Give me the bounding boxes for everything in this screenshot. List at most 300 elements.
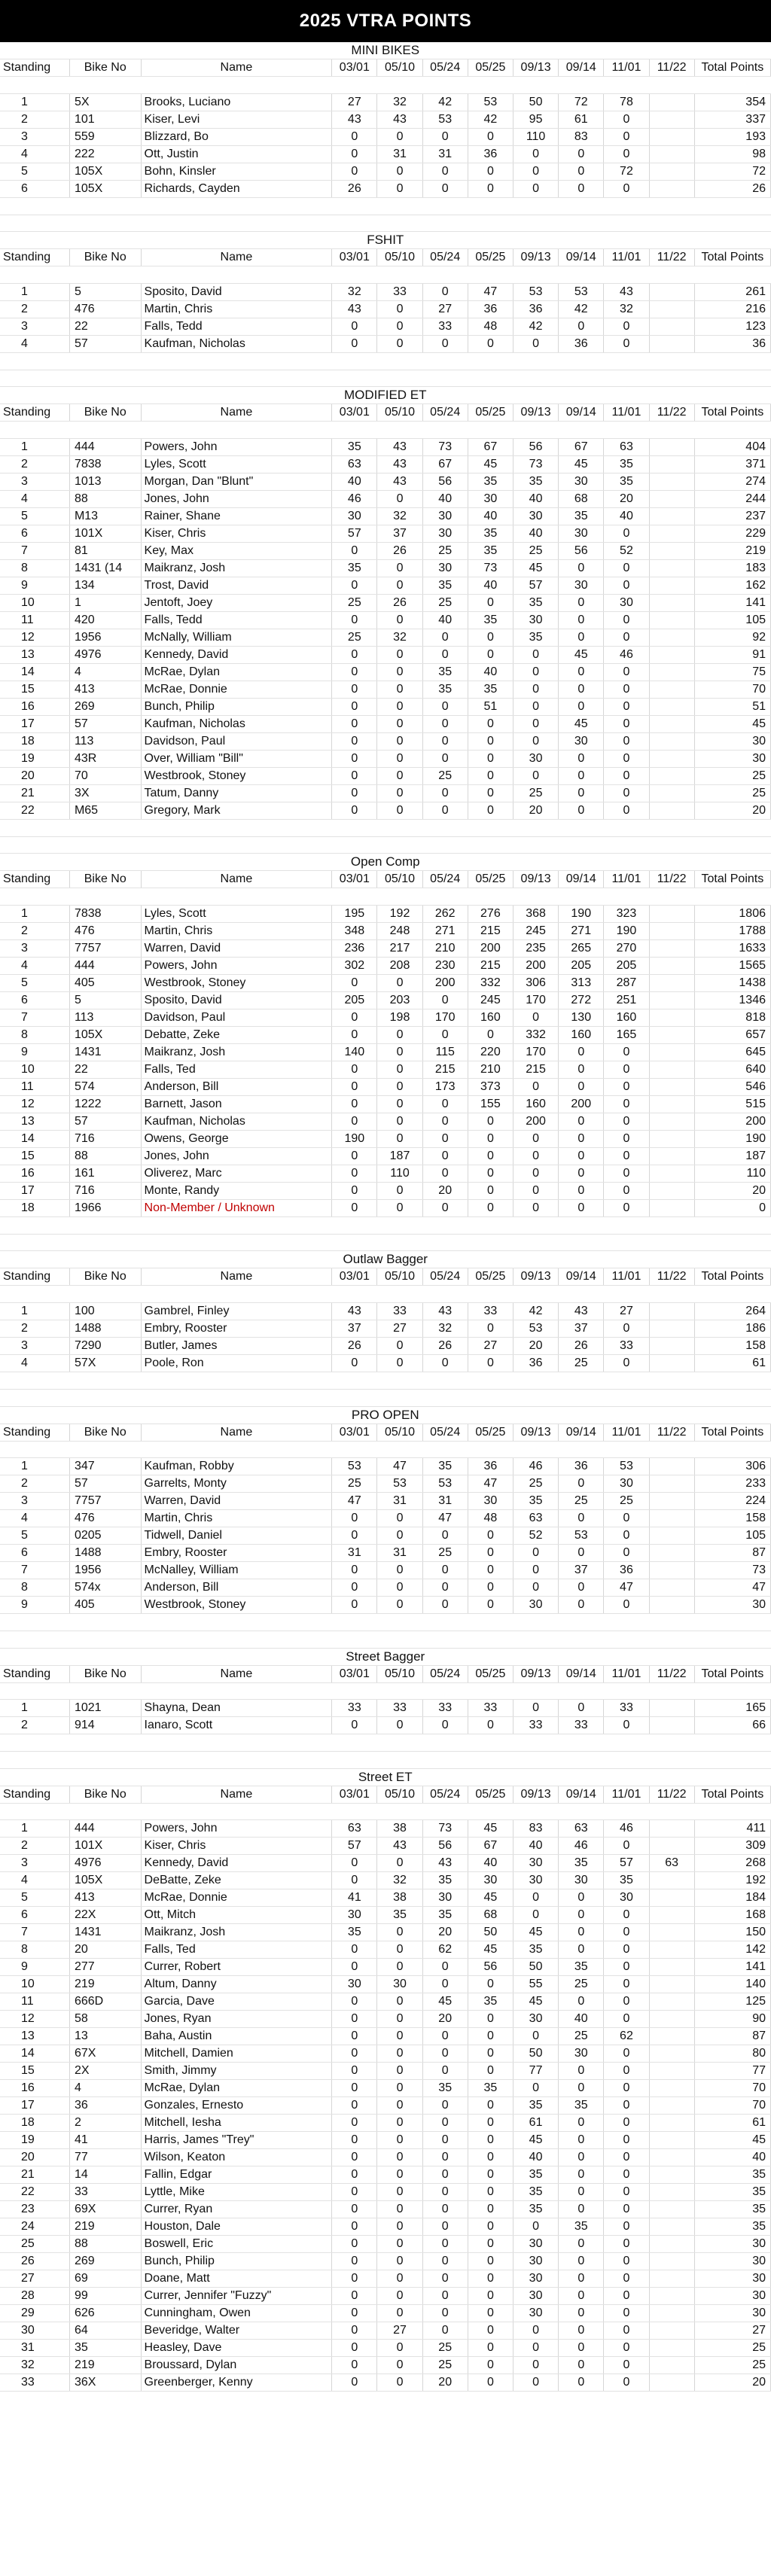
d0524-cell: 30 [422, 525, 468, 543]
name-cell: McNalley, William [141, 1562, 332, 1579]
d0524-cell: 0 [422, 716, 468, 733]
blank-cell [0, 1682, 69, 1700]
standings-row [0, 1096, 771, 1113]
name-cell: Mitchell, Iesha [141, 2115, 332, 2132]
d1122-cell [649, 1113, 694, 1131]
name-cell: Davidson, Paul [141, 1009, 332, 1027]
d1101-cell: 0 [604, 2322, 649, 2340]
standing-cell: 18 [0, 2115, 69, 2132]
standings-row [0, 2149, 771, 2166]
bike-no-cell: 33 [69, 2184, 141, 2201]
d0913-cell: 30 [513, 751, 558, 768]
standings-row [0, 1009, 771, 1027]
d0913-cell: 0 [513, 664, 558, 681]
blank-cell [468, 215, 513, 232]
bike-no-cell: 1431 [69, 1924, 141, 1941]
blank-cell [141, 1389, 332, 1406]
standing-cell: 3 [0, 940, 69, 958]
d0510-cell: 26 [377, 543, 422, 560]
blank-cell [694, 1734, 770, 1752]
d1122-cell [649, 733, 694, 751]
d0301-cell: 195 [332, 906, 377, 923]
d1122-cell [649, 2270, 694, 2288]
d0510-cell: 32 [377, 508, 422, 525]
d1122-cell [649, 923, 694, 940]
d0913-cell: 30 [513, 1872, 558, 1889]
d0525-cell: 0 [468, 2288, 513, 2305]
name-cell: Embry, Rooster [141, 1320, 332, 1338]
d1101-cell: 0 [604, 1183, 649, 1200]
blank-cell [422, 1217, 468, 1235]
d0525-cell: 42 [468, 111, 513, 128]
blank-cell [377, 888, 422, 906]
blank-cell [0, 370, 69, 387]
standing-cell: 3 [0, 473, 69, 491]
bike-no-cell: 58 [69, 2011, 141, 2028]
total-points-cell: 546 [694, 1079, 770, 1096]
d0525-cell: 0 [468, 1717, 513, 1734]
d0913-cell: 45 [513, 2132, 558, 2149]
d0914-cell: 0 [559, 1131, 604, 1148]
standings-row [0, 2270, 771, 2288]
d0914-cell: 42 [559, 300, 604, 318]
d0524-cell: 20 [422, 1924, 468, 1941]
total-points-cell: 219 [694, 543, 770, 560]
name-cell: Garrelts, Monty [141, 1475, 332, 1493]
d0524-cell: 0 [422, 2115, 468, 2132]
blank-cell [694, 1614, 770, 1631]
blank-cell [0, 820, 69, 837]
d0525-cell: 0 [468, 1027, 513, 1044]
standing-cell: 23 [0, 2201, 69, 2218]
name-cell: Falls, Ted [141, 1061, 332, 1079]
blank-cell [649, 1441, 694, 1458]
bike-no-cell: 626 [69, 2305, 141, 2322]
d1101-cell: 0 [604, 1597, 649, 1614]
d1101-cell: 47 [604, 1579, 649, 1597]
d0913-cell: 30 [513, 2288, 558, 2305]
d0525-cell: 36 [468, 145, 513, 163]
blank-cell [694, 1234, 770, 1251]
d0914-cell: 67 [559, 439, 604, 456]
blank-cell [513, 820, 558, 837]
header-d0913: 09/13 [513, 871, 558, 888]
d1122-cell [649, 958, 694, 975]
d0914-cell: 0 [559, 2322, 604, 2340]
d1101-cell: 0 [604, 318, 649, 335]
blank-cell [604, 1286, 649, 1303]
blank-cell [69, 197, 141, 215]
header-d1122: 11/22 [649, 1268, 694, 1286]
d0525-cell: 48 [468, 318, 513, 335]
blank-cell [141, 820, 332, 837]
d0510-cell: 0 [377, 2184, 422, 2201]
d0525-cell: 0 [468, 2218, 513, 2236]
d0525-cell: 0 [468, 2132, 513, 2149]
bike-no-cell: 347 [69, 1458, 141, 1475]
standings-row [0, 1355, 771, 1372]
standing-cell: 2 [0, 1475, 69, 1493]
column-header-row [0, 1268, 771, 1286]
d0510-cell: 0 [377, 163, 422, 180]
name-cell: Kennedy, David [141, 647, 332, 664]
class-title: Outlaw Bagger [0, 1251, 771, 1268]
blank-cell [468, 820, 513, 837]
d0913-cell: 170 [513, 1044, 558, 1061]
name-cell: Barnett, Jason [141, 1096, 332, 1113]
d1101-cell: 0 [604, 2184, 649, 2201]
header-d1101: 11/01 [604, 1268, 649, 1286]
d0525-cell: 0 [468, 733, 513, 751]
blank-cell [0, 888, 69, 906]
d0525-cell: 215 [468, 923, 513, 940]
d0914-cell: 200 [559, 1096, 604, 1113]
d1101-cell: 0 [604, 1200, 649, 1217]
d0510-cell: 0 [377, 1717, 422, 1734]
d0913-cell: 83 [513, 1820, 558, 1838]
d0301-cell: 0 [332, 1717, 377, 1734]
d0525-cell: 0 [468, 1131, 513, 1148]
header-d1101: 11/01 [604, 1786, 649, 1803]
standings-row [0, 2201, 771, 2218]
d0510-cell: 32 [377, 629, 422, 647]
blank-cell [468, 1217, 513, 1235]
d0510-cell: 110 [377, 1165, 422, 1183]
d0524-cell: 43 [422, 1303, 468, 1320]
header-d0510: 05/10 [377, 1786, 422, 1803]
d0510-cell: 31 [377, 145, 422, 163]
d0525-cell: 45 [468, 456, 513, 473]
d0510-cell: 0 [377, 1061, 422, 1079]
d0913-cell: 45 [513, 560, 558, 577]
name-cell: Debatte, Zeke [141, 1027, 332, 1044]
standing-cell: 12 [0, 2011, 69, 2028]
d0525-cell: 0 [468, 2236, 513, 2253]
d0301-cell: 0 [332, 733, 377, 751]
blank-cell [377, 77, 422, 94]
d0524-cell: 215 [422, 1061, 468, 1079]
name-cell: Ianaro, Scott [141, 1717, 332, 1734]
d0301-cell: 0 [332, 681, 377, 699]
d1122-cell [649, 1079, 694, 1096]
blank-cell [559, 1441, 604, 1458]
standing-cell: 1 [0, 283, 69, 300]
standing-cell: 5 [0, 163, 69, 180]
header-d0525: 05/25 [468, 1268, 513, 1286]
standing-cell: 7 [0, 1009, 69, 1027]
d0524-cell: 0 [422, 2097, 468, 2115]
d1101-cell: 46 [604, 647, 649, 664]
blank-cell [559, 1286, 604, 1303]
blank-cell [649, 370, 694, 387]
d0524-cell: 0 [422, 1027, 468, 1044]
d0914-cell: 35 [559, 1855, 604, 1872]
bike-no-cell: 99 [69, 2288, 141, 2305]
standing-cell: 25 [0, 2236, 69, 2253]
bike-no-cell: 1431 (14 [69, 560, 141, 577]
standings-row [0, 2045, 771, 2063]
header-d0510: 05/10 [377, 404, 422, 422]
d1122-cell [649, 612, 694, 629]
d0524-cell: 33 [422, 318, 468, 335]
header-total-points: Total Points [694, 1786, 770, 1803]
header-d1122: 11/22 [649, 1423, 694, 1441]
standings-row [0, 560, 771, 577]
d0913-cell: 0 [513, 2322, 558, 2340]
blank-cell [0, 1734, 69, 1752]
d1101-cell: 0 [604, 1993, 649, 2011]
d0525-cell: 40 [468, 664, 513, 681]
total-points-cell: 200 [694, 1113, 770, 1131]
d0510-cell: 0 [377, 128, 422, 145]
blank-cell [141, 77, 332, 94]
blank-cell [559, 1389, 604, 1406]
d1122-cell [649, 768, 694, 785]
d0524-cell: 0 [422, 163, 468, 180]
d0510-cell: 0 [377, 2201, 422, 2218]
d1122-cell [649, 906, 694, 923]
d1122-cell [649, 335, 694, 352]
blank-cell [604, 1803, 649, 1820]
total-points-cell: 1788 [694, 923, 770, 940]
bike-no-cell: 559 [69, 128, 141, 145]
blank-cell [604, 422, 649, 439]
total-points-cell: 66 [694, 1717, 770, 1734]
d0301-cell: 0 [332, 1079, 377, 1096]
total-points-cell: 229 [694, 525, 770, 543]
d0301-cell: 35 [332, 560, 377, 577]
d0914-cell: 36 [559, 335, 604, 352]
d1101-cell: 0 [604, 802, 649, 820]
d0524-cell: 115 [422, 1044, 468, 1061]
standings-row [0, 1079, 771, 1096]
header-bike-no: Bike No [69, 1665, 141, 1682]
blank-cell [604, 1631, 649, 1648]
total-points-cell: 87 [694, 1545, 770, 1562]
d0914-cell: 30 [559, 733, 604, 751]
d0525-cell: 30 [468, 1493, 513, 1510]
spacer-row [0, 77, 771, 94]
blank-cell [468, 1614, 513, 1631]
standing-cell: 8 [0, 1941, 69, 1959]
class-title: FSHIT [0, 232, 771, 249]
standing-cell: 9 [0, 1597, 69, 1614]
d1122-cell [649, 2045, 694, 2063]
total-points-cell: 184 [694, 1889, 770, 1907]
d0914-cell: 0 [559, 785, 604, 802]
d0913-cell: 35 [513, 2184, 558, 2201]
d0510-cell: 217 [377, 940, 422, 958]
d0510-cell: 0 [377, 1527, 422, 1545]
total-points-cell: 192 [694, 1872, 770, 1889]
d1101-cell: 0 [604, 1061, 649, 1079]
name-cell: Maikranz, Josh [141, 1044, 332, 1061]
standings-row [0, 491, 771, 508]
d0524-cell: 25 [422, 543, 468, 560]
d0914-cell: 0 [559, 2270, 604, 2288]
d0914-cell: 45 [559, 716, 604, 733]
blank-cell [422, 215, 468, 232]
bike-no-cell: 88 [69, 491, 141, 508]
d0510-cell: 0 [377, 2097, 422, 2115]
d0913-cell: 57 [513, 577, 558, 595]
name-cell: McRae, Dylan [141, 2080, 332, 2097]
d0510-cell: 0 [377, 2115, 422, 2132]
d0301-cell: 37 [332, 1320, 377, 1338]
name-cell: Martin, Chris [141, 300, 332, 318]
d1101-cell: 0 [604, 2097, 649, 2115]
total-points-cell: 47 [694, 1579, 770, 1597]
blank-cell [468, 197, 513, 215]
name-cell: Jones, John [141, 491, 332, 508]
d1101-cell: 0 [604, 525, 649, 543]
d0301-cell: 47 [332, 1493, 377, 1510]
d1101-cell: 0 [604, 768, 649, 785]
bike-no-cell: 88 [69, 1148, 141, 1165]
total-points-cell: 187 [694, 1148, 770, 1165]
header-total-points: Total Points [694, 1268, 770, 1286]
standing-cell: 10 [0, 1061, 69, 1079]
blank-cell [0, 1389, 69, 1406]
d0525-cell: 0 [468, 1545, 513, 1562]
d0524-cell: 271 [422, 923, 468, 940]
name-cell: Anderson, Bill [141, 1579, 332, 1597]
name-cell: Broussard, Dylan [141, 2357, 332, 2374]
blank-cell [513, 77, 558, 94]
blank-cell [694, 1217, 770, 1235]
blank-cell [559, 888, 604, 906]
d0510-cell: 0 [377, 2236, 422, 2253]
blank-cell [377, 215, 422, 232]
blank-cell [377, 1441, 422, 1458]
standing-cell: 12 [0, 1096, 69, 1113]
bike-no-cell: 57X [69, 1355, 141, 1372]
d1122-cell [649, 283, 694, 300]
d0913-cell: 0 [513, 1148, 558, 1165]
name-cell: Butler, James [141, 1338, 332, 1355]
header-standing: Standing [0, 1786, 69, 1803]
d0301-cell: 46 [332, 491, 377, 508]
standing-cell: 20 [0, 768, 69, 785]
blank-cell [377, 1682, 422, 1700]
d0301-cell: 302 [332, 958, 377, 975]
header-d1122: 11/22 [649, 59, 694, 77]
total-points-cell: 309 [694, 1838, 770, 1855]
d1122-cell [649, 1338, 694, 1355]
d0914-cell: 205 [559, 958, 604, 975]
d0914-cell: 0 [559, 1113, 604, 1131]
d0913-cell: 235 [513, 940, 558, 958]
blank-cell [377, 197, 422, 215]
d0301-cell: 0 [332, 1510, 377, 1527]
points-table [0, 42, 771, 2392]
d0510-cell: 0 [377, 716, 422, 733]
d0524-cell: 0 [422, 283, 468, 300]
d1101-cell: 0 [604, 1924, 649, 1941]
d1101-cell: 0 [604, 716, 649, 733]
bike-no-cell: 476 [69, 923, 141, 940]
d1122-cell [649, 664, 694, 681]
d0914-cell: 0 [559, 1993, 604, 2011]
d0913-cell: 40 [513, 2149, 558, 2166]
standing-cell: 26 [0, 2253, 69, 2270]
name-cell: Maikranz, Josh [141, 560, 332, 577]
d0301-cell: 57 [332, 525, 377, 543]
d0524-cell: 56 [422, 1838, 468, 1855]
name-cell: Lyles, Scott [141, 456, 332, 473]
standings-row [0, 647, 771, 664]
blank-cell [377, 1803, 422, 1820]
d0510-cell: 27 [377, 1320, 422, 1338]
d0913-cell: 0 [513, 1700, 558, 1717]
blank-cell [604, 1389, 649, 1406]
standings-row [0, 785, 771, 802]
bike-no-cell: 4976 [69, 1855, 141, 1872]
d0914-cell: 0 [559, 1200, 604, 1217]
d0913-cell: 42 [513, 1303, 558, 1320]
d1101-cell: 20 [604, 491, 649, 508]
d0301-cell: 63 [332, 1820, 377, 1838]
blank-cell [141, 1734, 332, 1752]
blank-cell [332, 1286, 377, 1303]
d1101-cell: 165 [604, 1027, 649, 1044]
blank-cell [604, 77, 649, 94]
d0525-cell: 67 [468, 439, 513, 456]
standing-cell: 1 [0, 1700, 69, 1717]
header-total-points: Total Points [694, 1423, 770, 1441]
d0510-cell: 0 [377, 751, 422, 768]
name-cell: Lyttle, Mike [141, 2184, 332, 2201]
standing-cell: 17 [0, 1183, 69, 1200]
standings-row [0, 802, 771, 820]
name-cell: Gonzales, Ernesto [141, 2097, 332, 2115]
d0525-cell: 0 [468, 335, 513, 352]
standing-cell: 16 [0, 1165, 69, 1183]
d0525-cell: 0 [468, 2270, 513, 2288]
total-points-cell: 186 [694, 1320, 770, 1338]
column-header-row [0, 871, 771, 888]
d0524-cell: 0 [422, 1113, 468, 1131]
d0914-cell: 68 [559, 491, 604, 508]
d0913-cell: 0 [513, 145, 558, 163]
total-points-cell: 30 [694, 751, 770, 768]
blank-cell [69, 1631, 141, 1648]
d0524-cell: 0 [422, 1959, 468, 1976]
d0913-cell: 50 [513, 1959, 558, 1976]
d0510-cell: 0 [377, 2080, 422, 2097]
header-d0510: 05/10 [377, 1665, 422, 1682]
header-bike-no: Bike No [69, 1786, 141, 1803]
d0301-cell: 0 [332, 768, 377, 785]
d0301-cell: 0 [332, 2149, 377, 2166]
d0510-cell: 43 [377, 439, 422, 456]
name-cell: Kaufman, Nicholas [141, 335, 332, 352]
d0913-cell: 332 [513, 1027, 558, 1044]
blank-cell [377, 1631, 422, 1648]
blank-cell [468, 1751, 513, 1768]
blank-cell [559, 215, 604, 232]
d0913-cell: 50 [513, 2045, 558, 2063]
blank-cell [649, 1286, 694, 1303]
standing-cell: 18 [0, 733, 69, 751]
bike-no-cell: 100 [69, 1303, 141, 1320]
d0914-cell: 0 [559, 1044, 604, 1061]
name-cell: Tidwell, Daniel [141, 1527, 332, 1545]
d0524-cell: 20 [422, 1183, 468, 1200]
bike-no-cell: 219 [69, 2357, 141, 2374]
blank-cell [513, 370, 558, 387]
d0510-cell: 0 [377, 2288, 422, 2305]
